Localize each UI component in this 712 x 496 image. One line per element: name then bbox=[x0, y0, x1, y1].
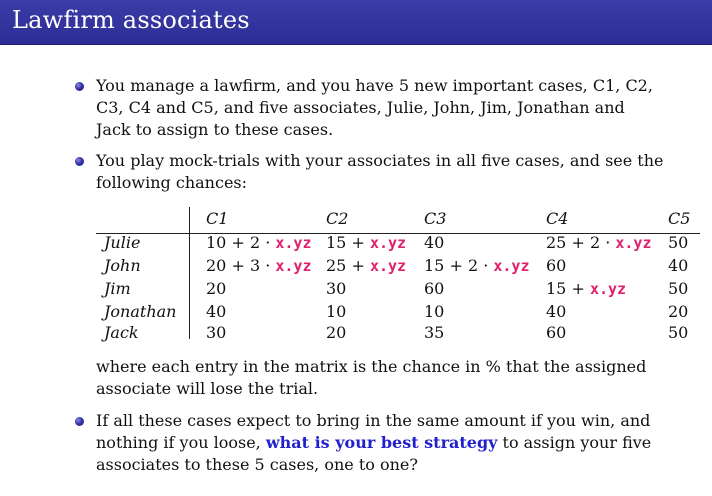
matrix-cell: 50 bbox=[668, 233, 689, 252]
matrix-cell: 10 bbox=[424, 302, 445, 321]
matrix-cell: 10 + 2 · x.yz bbox=[206, 233, 312, 252]
matrix-cell: 25 + 2 · x.yz bbox=[546, 233, 652, 252]
matrix-row-name: Julie bbox=[104, 233, 141, 252]
matrix-cell: 15 + 2 · x.yz bbox=[424, 256, 530, 275]
matrix-row-name: Jonathan bbox=[104, 302, 177, 321]
matrix-cell: 40 bbox=[424, 233, 445, 252]
matrix-cell: 30 bbox=[206, 323, 227, 342]
matrix-cell: 30 bbox=[326, 279, 347, 298]
bullet-2-text: You play mock-trials with your associates in all five cases, and see the following chances: bbox=[96, 151, 664, 192]
matrix-cell: 50 bbox=[668, 323, 689, 342]
matrix-cell: 15 + x.yz bbox=[326, 233, 407, 252]
matrix-cell: 40 bbox=[668, 256, 689, 275]
matrix-column-header: C5 bbox=[668, 209, 691, 228]
matrix-cell: 15 + x.yz bbox=[546, 279, 627, 298]
matrix-vertical-rule bbox=[189, 207, 190, 339]
matrix-cell: 20 + 3 · x.yz bbox=[206, 256, 312, 275]
bullet-icon bbox=[75, 157, 84, 166]
matrix-explanation: where each entry in the matrix is the chance in % that the assigned associate will lose the trial. bbox=[96, 357, 647, 398]
matrix-row-name: John bbox=[104, 256, 141, 275]
bullet-3-text: If all these cases expect to bring in the same amount if you win, and nothing if you loose, what is your best strategy to assign your five associates to these 5 cases, one to one? bbox=[96, 411, 652, 474]
slide-title: Lawfirm associates bbox=[12, 6, 250, 34]
matrix-cell: 20 bbox=[206, 279, 227, 298]
matrix-cell: 40 bbox=[546, 302, 567, 321]
bullet-1-text: You manage a lawfirm, and you have 5 new important cases, C1, C2, C3, C4 and C5, and five associates, Julie, John, Jim, Jonathan and Jack to assign to these cases. bbox=[96, 76, 653, 139]
matrix-row-name: Jim bbox=[104, 279, 131, 298]
matrix-cell: 50 bbox=[668, 279, 689, 298]
matrix-cell: 10 bbox=[326, 302, 347, 321]
bullet-icon bbox=[75, 82, 84, 91]
matrix-column-header: C3 bbox=[424, 209, 447, 228]
matrix-cell: 40 bbox=[206, 302, 227, 321]
matrix-column-header: C4 bbox=[546, 209, 569, 228]
matrix-column-header: C2 bbox=[326, 209, 349, 228]
matrix-cell: 35 bbox=[424, 323, 445, 342]
strategy-highlight: what is your best strategy bbox=[265, 433, 498, 452]
matrix-cell: 60 bbox=[546, 256, 567, 275]
matrix-cell: 20 bbox=[326, 323, 347, 342]
matrix-row-name: Jack bbox=[104, 323, 139, 342]
bullet-icon bbox=[75, 417, 84, 426]
matrix-cell: 60 bbox=[546, 323, 567, 342]
matrix-column-header: C1 bbox=[206, 209, 229, 228]
matrix-cell: 20 bbox=[668, 302, 689, 321]
matrix-cell: 25 + x.yz bbox=[326, 256, 407, 275]
matrix-cell: 60 bbox=[424, 279, 445, 298]
